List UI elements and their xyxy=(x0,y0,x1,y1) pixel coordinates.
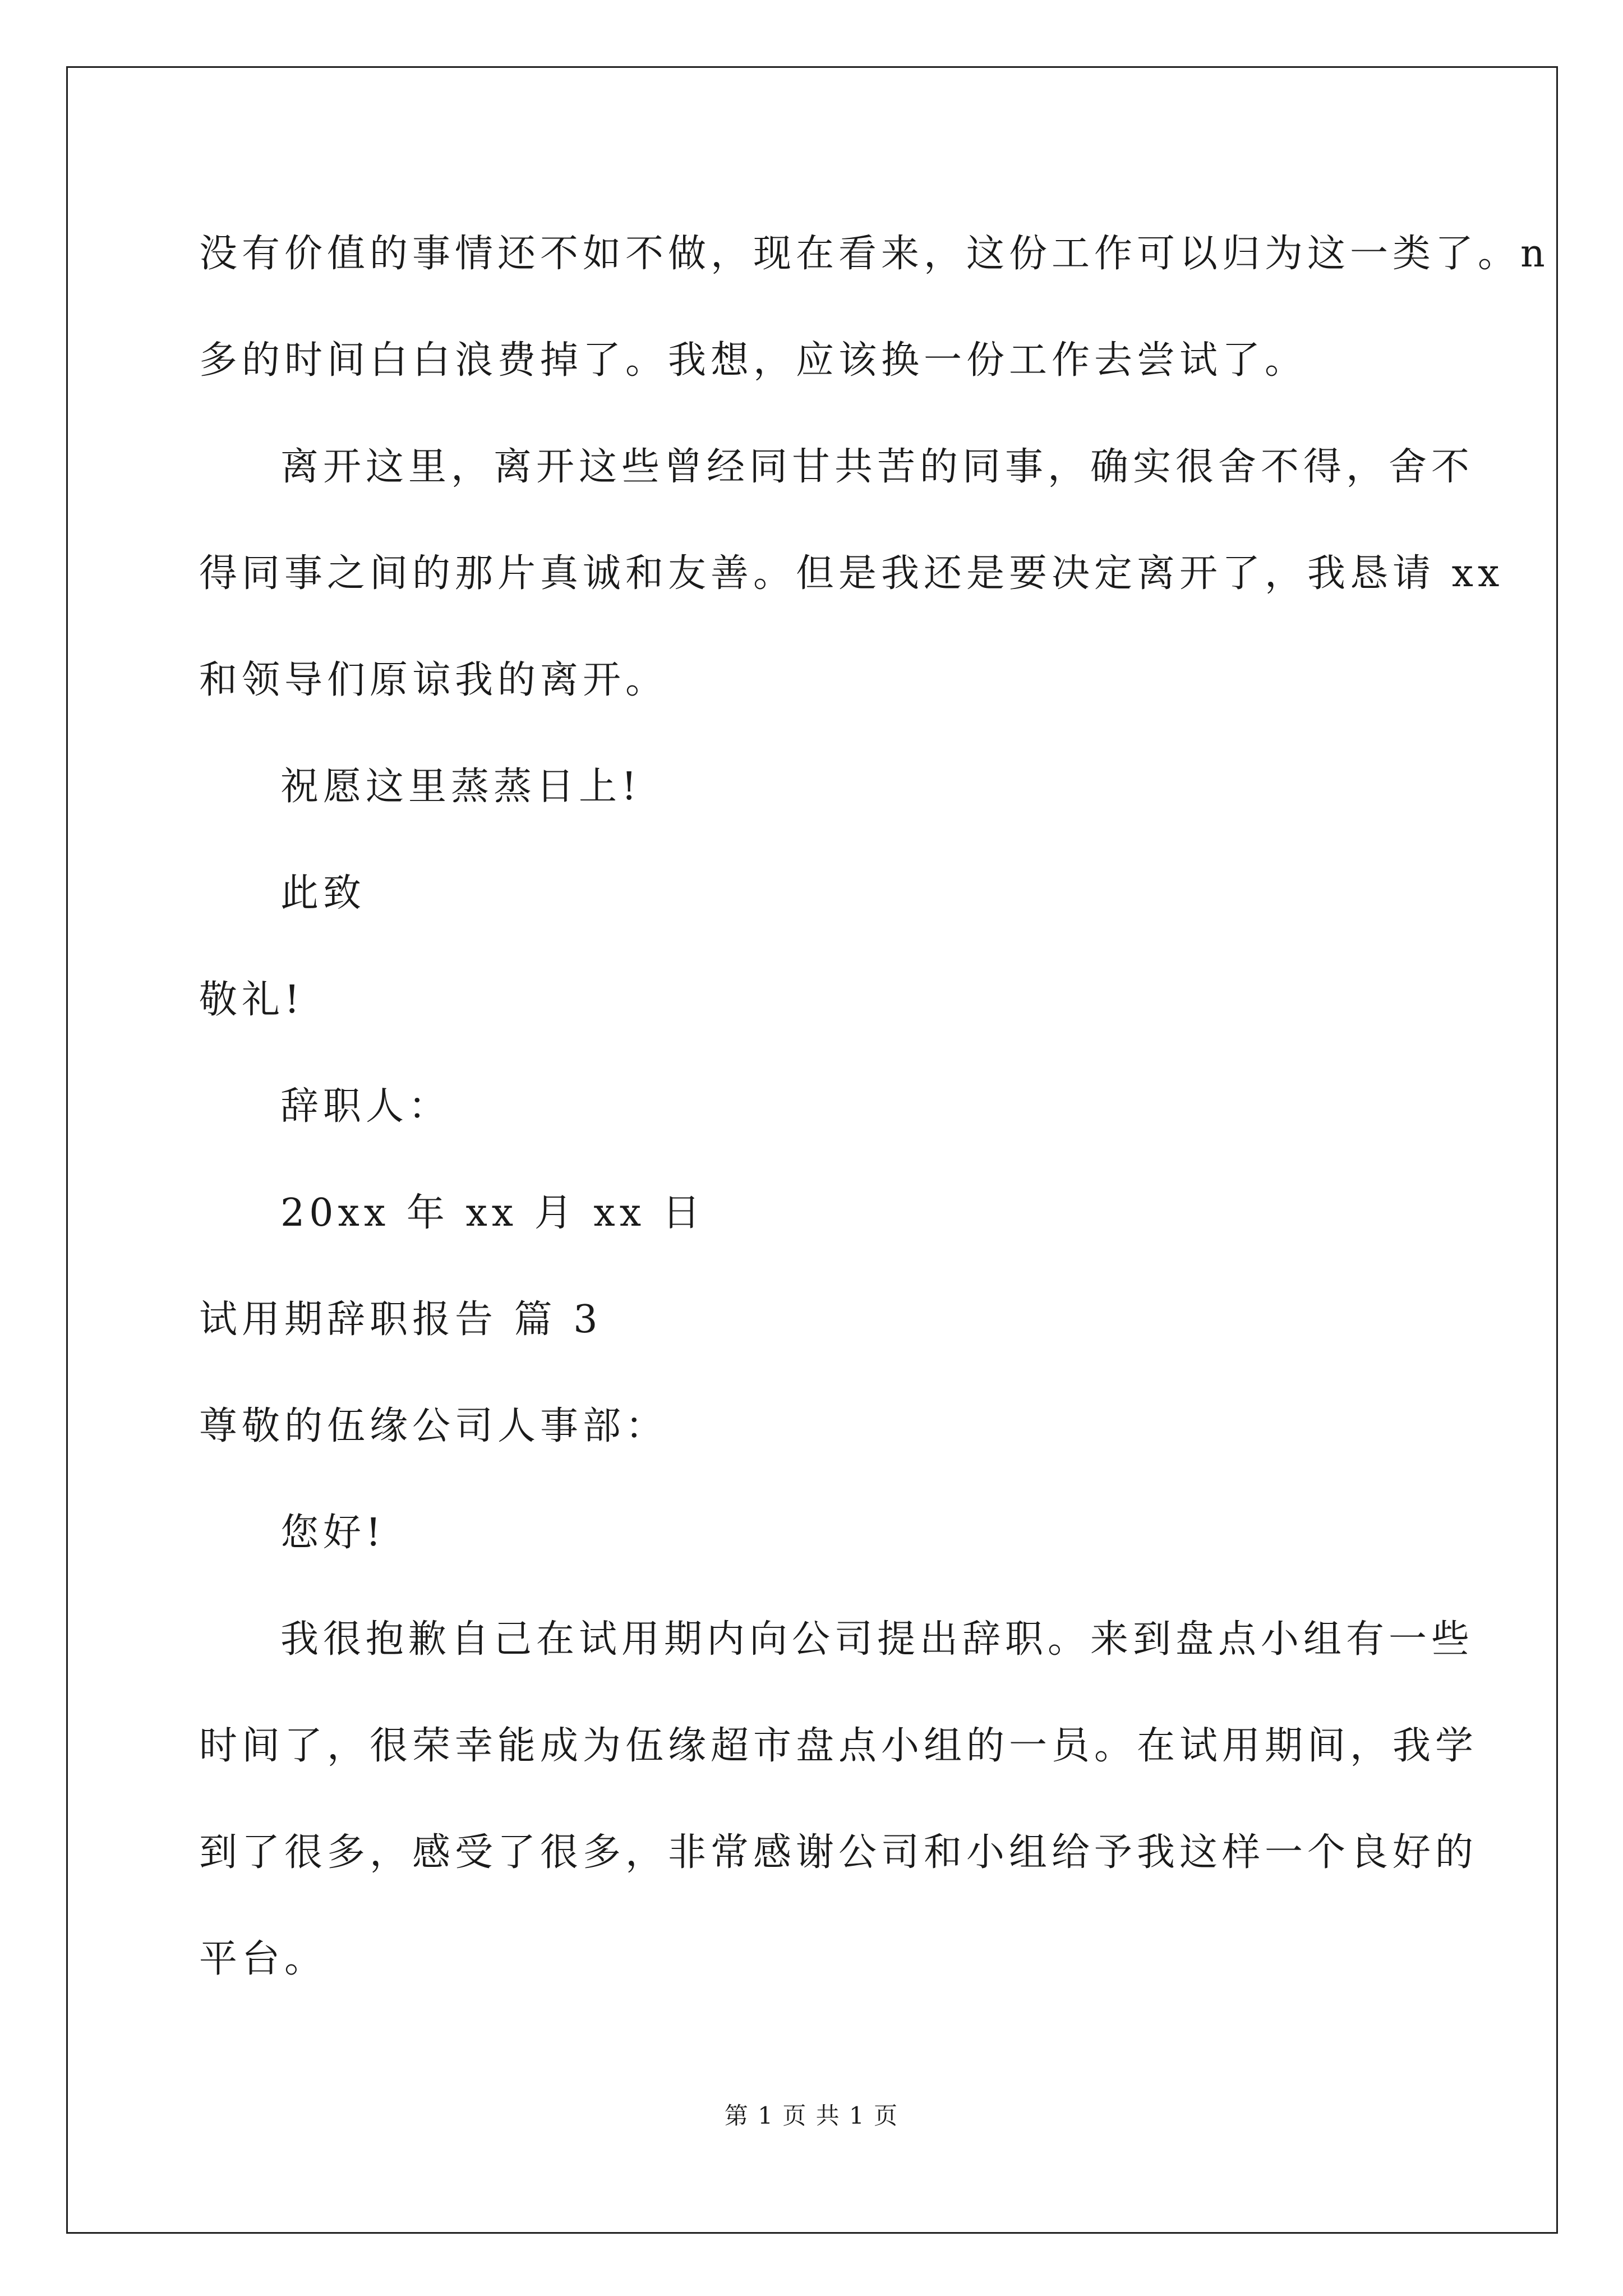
body-line-8: 到了很多，感受了很多，非常感谢公司和小组给予我这样一个良好的 xyxy=(199,1830,1478,1875)
closing-line: 此致 xyxy=(280,871,366,915)
body-line-2: 多的时间白白浪费掉了。我想，应该换一份工作去尝试了。 xyxy=(199,338,1308,383)
blessing-line: 祝愿这里蒸蒸日上! xyxy=(280,765,642,809)
date-line: 20xx 年 xx 月 xx 日 xyxy=(280,1191,705,1235)
body-line-1: 没有价值的事情还不如不做，现在看来，这份工作可以归为这一类了。n xyxy=(199,232,1550,276)
body-line-7: 时间了，很荣幸能成为伍缘超市盘点小组的一员。在试用期间，我学 xyxy=(199,1724,1478,1768)
salutation: 尊敬的伍缘公司人事部： xyxy=(199,1404,668,1448)
body-line-6: 我很抱歉自己在试用期内向公司提出辞职。来到盘点小组有一些 xyxy=(280,1617,1474,1662)
body-line-9: 平台。 xyxy=(199,1937,328,1981)
section-heading: 试用期辞职报告 篇 3 xyxy=(199,1297,602,1342)
salute-line: 敬礼! xyxy=(199,978,305,1022)
page-border xyxy=(66,66,1558,2234)
body-line-4: 得同事之间的那片真诚和友善。但是我还是要决定离开了，我恳请 xx xyxy=(199,551,1504,596)
greeting: 您好! xyxy=(280,1511,386,1555)
page-footer: 第 1 页 共 1 页 xyxy=(724,2102,899,2129)
signature-label: 辞职人： xyxy=(280,1084,451,1129)
body-line-5: 和领导们原谅我的离开。 xyxy=(199,658,668,702)
body-line-3: 离开这里，离开这些曾经同甘共苦的同事，确实很舍不得，舍不 xyxy=(280,445,1474,489)
